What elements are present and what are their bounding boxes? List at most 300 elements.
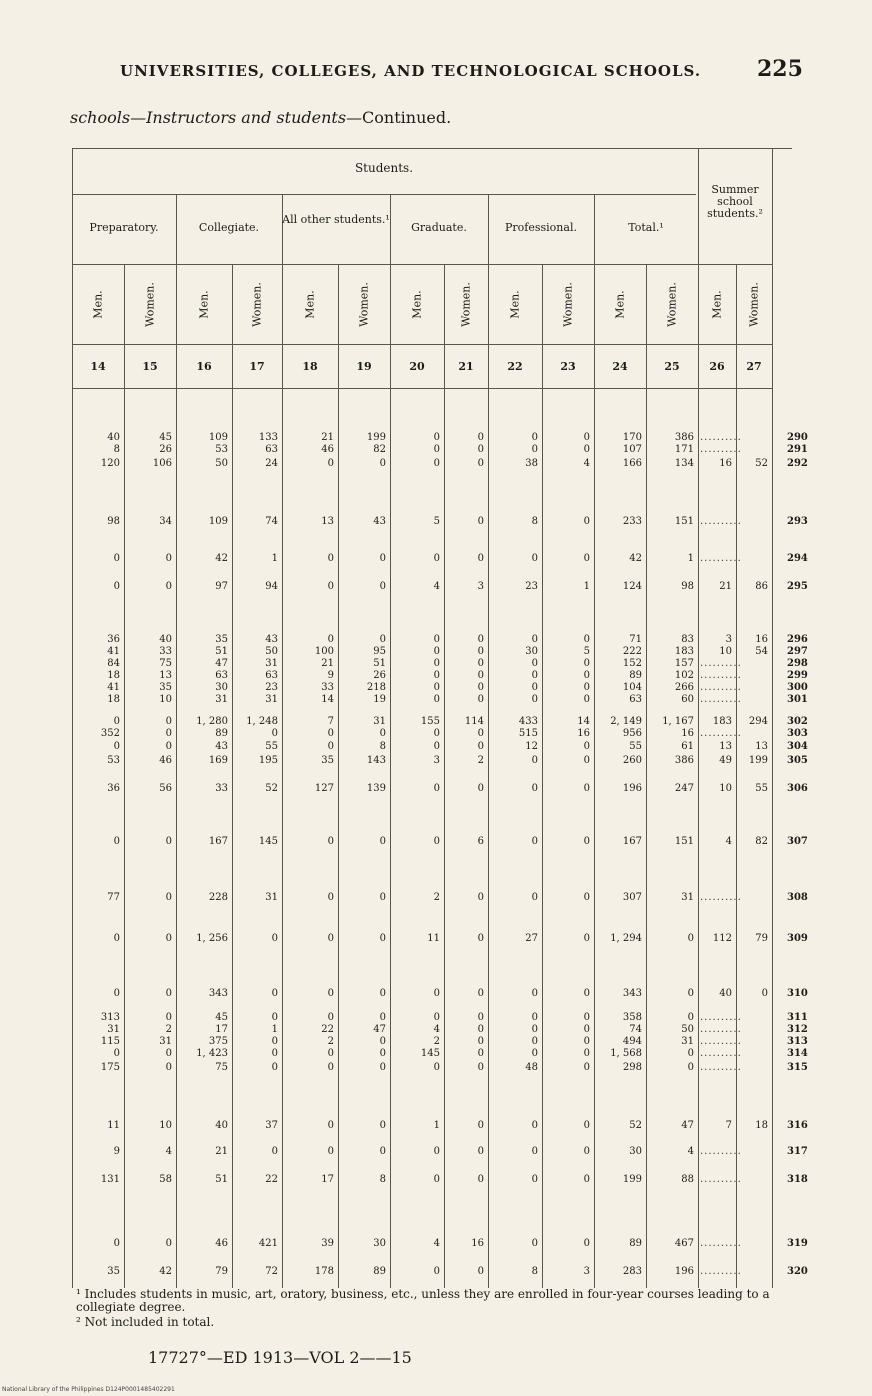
- sex-label: Men.: [410, 290, 424, 319]
- table-cell: 0: [113, 553, 120, 564]
- table-cell: 60: [681, 694, 694, 705]
- table-cell: 0: [531, 1024, 538, 1035]
- column-number: 15: [142, 360, 158, 373]
- table-cell: 14: [577, 716, 590, 727]
- table-cell: 13: [159, 670, 172, 681]
- table-cell: 307: [622, 892, 642, 903]
- leader-dots: ..........: [700, 444, 742, 455]
- table-cell: 36: [107, 634, 120, 645]
- table-cell: 0: [477, 1062, 484, 1073]
- group-header: Professional.: [505, 221, 577, 234]
- leader-dots: ..........: [700, 1024, 742, 1035]
- table-cell: 1: [687, 553, 694, 564]
- table-cell: 42: [159, 1266, 172, 1277]
- table-cell: 50: [215, 458, 228, 469]
- table-cell: 55: [629, 741, 642, 752]
- table-cell: 45: [159, 432, 172, 443]
- table-cell: 21: [321, 432, 334, 443]
- table-cell: 0: [165, 1062, 172, 1073]
- table-cell: 0: [477, 682, 484, 693]
- table-cell: 386: [674, 432, 694, 443]
- running-head: UNIVERSITIES, COLLEGES, AND TECHNOLOGICAL SCHOOLS.: [120, 62, 702, 80]
- colnum-rule: [72, 388, 772, 389]
- table-cell: 260: [622, 755, 642, 766]
- table-cell: 0: [583, 1048, 590, 1059]
- table-cell: 0: [433, 658, 440, 669]
- table-cell: 0: [531, 1048, 538, 1059]
- table-cell: 47: [681, 1120, 694, 1131]
- table-cell: 0: [477, 988, 484, 999]
- table-cell: 0: [165, 553, 172, 564]
- table-cell: 0: [379, 1048, 386, 1059]
- table-cell: 63: [265, 444, 278, 455]
- table-cell: 41: [107, 682, 120, 693]
- table-cell: 63: [629, 694, 642, 705]
- table-cell: 31: [107, 1024, 120, 1035]
- footnote-2: ² Not included in total.: [76, 1315, 215, 1329]
- table-cell: 0: [327, 634, 334, 645]
- row-number: 305: [787, 755, 808, 766]
- table-cell: 0: [531, 634, 538, 645]
- sex-label: Women.: [357, 282, 371, 327]
- table-cell: 89: [373, 1266, 386, 1277]
- table-cell: 4: [433, 581, 440, 592]
- table-cell: 157: [674, 658, 694, 669]
- sex-label: Women.: [459, 282, 473, 327]
- table-cell: 0: [379, 634, 386, 645]
- table-cell: 17: [321, 1174, 334, 1185]
- table-cell: 94: [265, 581, 278, 592]
- table-cell: 35: [107, 1266, 120, 1277]
- table-cell: 143: [366, 755, 386, 766]
- table-cell: 30: [629, 1146, 642, 1157]
- table-cell: 1, 294: [610, 933, 642, 944]
- table-cell: 34: [159, 516, 172, 527]
- table-cell: 52: [265, 783, 278, 794]
- table-cell: 51: [215, 1174, 228, 1185]
- leader-dots: ..........: [700, 1174, 742, 1185]
- header-rule: [72, 148, 792, 149]
- table-cell: 16: [471, 1238, 484, 1249]
- row-number: 297: [787, 646, 808, 657]
- column-rule: [736, 264, 737, 1288]
- column-number: 24: [612, 360, 628, 373]
- printer-line: 17727°—ED 1913—VOL 2——15: [148, 1348, 412, 1367]
- table-cell: 171: [674, 444, 694, 455]
- table-cell: 0: [433, 1146, 440, 1157]
- table-cell: 0: [327, 1048, 334, 1059]
- table-cell: 26: [159, 444, 172, 455]
- row-number: 314: [787, 1048, 808, 1059]
- table-cell: 0: [433, 432, 440, 443]
- sex-label: Women.: [143, 282, 157, 327]
- table-cell: 54: [755, 646, 768, 657]
- table-cell: 343: [622, 988, 642, 999]
- leader-dots: ..........: [700, 1036, 742, 1047]
- table-cell: 8: [531, 516, 538, 527]
- table-cell: 0: [531, 988, 538, 999]
- table-cell: 183: [712, 716, 732, 727]
- table-cell: 0: [433, 783, 440, 794]
- table-cell: 2, 149: [610, 716, 642, 727]
- table-cell: 0: [583, 988, 590, 999]
- column-number: 19: [356, 360, 372, 373]
- table-cell: 18: [755, 1120, 768, 1131]
- table-cell: 0: [113, 1238, 120, 1249]
- table-cell: 7: [327, 716, 334, 727]
- table-cell: 7: [725, 1120, 732, 1131]
- row-number: 301: [787, 694, 808, 705]
- table-cell: 421: [258, 1238, 278, 1249]
- table-cell: 3: [583, 1266, 590, 1277]
- table-cell: 134: [674, 458, 694, 469]
- column-rule: [646, 264, 647, 1288]
- row-number: 294: [787, 553, 808, 564]
- table-cell: 10: [159, 1120, 172, 1131]
- table-cell: 35: [159, 682, 172, 693]
- table-cell: 0: [327, 1120, 334, 1131]
- table-cell: 30: [525, 646, 538, 657]
- table-cell: 46: [215, 1238, 228, 1249]
- group-header: Preparatory.: [89, 221, 159, 234]
- table-cell: 0: [327, 1062, 334, 1073]
- column-rule: [282, 194, 283, 1288]
- table-cell: 63: [265, 670, 278, 681]
- table-cell: 1, 167: [662, 716, 694, 727]
- table-cell: 0: [165, 892, 172, 903]
- table-cell: 23: [265, 682, 278, 693]
- table-cell: 0: [271, 988, 278, 999]
- table-cell: 151: [674, 516, 694, 527]
- table-cell: 0: [531, 1120, 538, 1131]
- table-cell: 0: [477, 432, 484, 443]
- column-rule: [594, 194, 595, 1288]
- column-number: 20: [409, 360, 425, 373]
- table-cell: 16: [577, 728, 590, 739]
- table-cell: 0: [271, 728, 278, 739]
- table-cell: 16: [755, 634, 768, 645]
- table-cell: 79: [755, 933, 768, 944]
- table-cell: 0: [113, 836, 120, 847]
- table-cell: 31: [215, 694, 228, 705]
- column-number: 21: [458, 360, 474, 373]
- table-cell: 0: [477, 646, 484, 657]
- summer-header: Summer school students.²: [707, 183, 763, 220]
- table-cell: 0: [379, 933, 386, 944]
- table-cell: 12: [525, 741, 538, 752]
- table-cell: 31: [373, 716, 386, 727]
- table-cell: 0: [583, 1120, 590, 1131]
- table-cell: 0: [531, 836, 538, 847]
- table-cell: 433: [518, 716, 538, 727]
- table-cell: 10: [159, 694, 172, 705]
- table-cell: 0: [583, 1036, 590, 1047]
- table-cell: 0: [583, 694, 590, 705]
- row-number: 320: [787, 1266, 808, 1277]
- table-cell: 0: [433, 1266, 440, 1277]
- table-cell: 10: [719, 783, 732, 794]
- table-cell: 175: [100, 1062, 120, 1073]
- table-cell: 19: [373, 694, 386, 705]
- table-cell: 31: [265, 658, 278, 669]
- table-cell: 71: [629, 634, 642, 645]
- table-cell: 0: [477, 1024, 484, 1035]
- table-cell: 1, 248: [246, 716, 278, 727]
- table-cell: 115: [100, 1036, 120, 1047]
- table-cell: 30: [373, 1238, 386, 1249]
- table-cell: 0: [271, 1036, 278, 1047]
- table-cell: 0: [379, 1062, 386, 1073]
- table-cell: 49: [719, 755, 732, 766]
- table-cell: 53: [107, 755, 120, 766]
- table-cell: 358: [622, 1012, 642, 1023]
- table-subtitle: [70, 108, 451, 127]
- table-cell: 0: [477, 553, 484, 564]
- table-cell: 1: [583, 581, 590, 592]
- table-cell: 33: [159, 646, 172, 657]
- column-rule: [124, 264, 125, 1288]
- row-number: 315: [787, 1062, 808, 1073]
- table-cell: 0: [379, 728, 386, 739]
- table-cell: 0: [327, 458, 334, 469]
- table-cell: 0: [327, 1146, 334, 1157]
- row-number: 290: [787, 432, 808, 443]
- table-cell: 0: [433, 444, 440, 455]
- row-number: 293: [787, 516, 808, 527]
- table-cell: 0: [531, 1174, 538, 1185]
- row-number: 307: [787, 836, 808, 847]
- table-cell: 0: [583, 1024, 590, 1035]
- table-cell: 4: [433, 1024, 440, 1035]
- row-number: 311: [787, 1012, 808, 1023]
- table-cell: 0: [165, 1012, 172, 1023]
- table-cell: 72: [265, 1266, 278, 1277]
- sex-label: Men.: [508, 290, 522, 319]
- row-number: 304: [787, 741, 808, 752]
- row-number: 302: [787, 716, 808, 727]
- row-number: 298: [787, 658, 808, 669]
- table-cell: 31: [681, 892, 694, 903]
- column-rule: [772, 148, 773, 1288]
- table-cell: 98: [681, 581, 694, 592]
- table-cell: 343: [208, 988, 228, 999]
- leader-dots: ..........: [700, 1062, 742, 1073]
- table-cell: 8: [379, 741, 386, 752]
- table-cell: 4: [433, 1238, 440, 1249]
- group-header: All other students.¹: [282, 213, 390, 226]
- table-cell: 95: [373, 646, 386, 657]
- table-cell: 0: [433, 634, 440, 645]
- table-cell: 35: [321, 755, 334, 766]
- table-cell: 31: [265, 694, 278, 705]
- footnote-1: ¹ Includes students in music, art, oratory, business, etc., unless they are enrolled in four-year courses leading to a collegiate degree.: [76, 1287, 770, 1314]
- table-cell: 233: [622, 516, 642, 527]
- table-cell: 0: [583, 1012, 590, 1023]
- table-cell: 40: [215, 1120, 228, 1131]
- table-cell: 4: [165, 1146, 172, 1157]
- table-cell: 145: [258, 836, 278, 847]
- table-cell: 0: [271, 1012, 278, 1023]
- column-number: 18: [302, 360, 318, 373]
- table-cell: 0: [477, 1036, 484, 1047]
- table-cell: 0: [583, 634, 590, 645]
- table-cell: 294: [748, 716, 768, 727]
- table-cell: 37: [265, 1120, 278, 1131]
- table-cell: 124: [622, 581, 642, 592]
- table-cell: 0: [379, 458, 386, 469]
- table-cell: 151: [674, 836, 694, 847]
- table-cell: 0: [379, 1146, 386, 1157]
- table-cell: 53: [215, 444, 228, 455]
- table-cell: 43: [373, 516, 386, 527]
- table-cell: 86: [755, 581, 768, 592]
- table-cell: 51: [215, 646, 228, 657]
- table-cell: 133: [258, 432, 278, 443]
- sex-label: Women.: [561, 282, 575, 327]
- table-cell: 0: [327, 988, 334, 999]
- table-cell: 0: [687, 1048, 694, 1059]
- table-cell: 52: [629, 1120, 642, 1131]
- scan-credit: National Library of the Philippines D124P0001485402291: [2, 1386, 175, 1393]
- table-cell: 17: [215, 1024, 228, 1035]
- column-number: 26: [709, 360, 725, 373]
- table-cell: 247: [674, 783, 694, 794]
- leader-dots: ..........: [700, 1048, 742, 1059]
- table-cell: 0: [327, 728, 334, 739]
- table-cell: 283: [622, 1266, 642, 1277]
- table-cell: 77: [107, 892, 120, 903]
- table-cell: 104: [622, 682, 642, 693]
- table-cell: 0: [165, 933, 172, 944]
- table-cell: 0: [477, 1120, 484, 1131]
- table-cell: 0: [531, 1012, 538, 1023]
- table-cell: 0: [583, 892, 590, 903]
- table-cell: 127: [314, 783, 334, 794]
- table-cell: 0: [531, 755, 538, 766]
- table-cell: 0: [477, 741, 484, 752]
- table-cell: 155: [420, 716, 440, 727]
- page-number: 225: [757, 56, 803, 82]
- table-cell: 467: [674, 1238, 694, 1249]
- table-cell: 0: [327, 933, 334, 944]
- table-cell: 199: [366, 432, 386, 443]
- table-cell: 0: [327, 741, 334, 752]
- subtitle-italic: schools—Instructors and students—: [70, 108, 363, 127]
- table-cell: 0: [477, 458, 484, 469]
- column-number: 25: [664, 360, 680, 373]
- table-cell: 196: [674, 1266, 694, 1277]
- table-cell: 0: [583, 836, 590, 847]
- table-cell: 3: [477, 581, 484, 592]
- table-cell: 0: [379, 1036, 386, 1047]
- table-cell: 145: [420, 1048, 440, 1059]
- table-cell: 38: [525, 458, 538, 469]
- table-cell: 0: [583, 1146, 590, 1157]
- table-cell: 195: [258, 755, 278, 766]
- table-cell: 46: [321, 444, 334, 455]
- table-cell: 0: [379, 553, 386, 564]
- table-cell: 27: [525, 933, 538, 944]
- table-cell: 3: [433, 755, 440, 766]
- table-cell: 0: [583, 741, 590, 752]
- table-cell: 35: [215, 634, 228, 645]
- table-cell: 51: [373, 658, 386, 669]
- leader-dots: ..........: [700, 658, 742, 669]
- table-cell: 0: [583, 670, 590, 681]
- table-cell: 0: [477, 634, 484, 645]
- row-number: 291: [787, 444, 808, 455]
- table-cell: 0: [531, 1146, 538, 1157]
- table-cell: 0: [113, 1048, 120, 1059]
- leader-dots: ..........: [700, 1146, 742, 1157]
- row-number: 299: [787, 670, 808, 681]
- leader-dots: ..........: [700, 516, 742, 527]
- table-cell: 0: [433, 836, 440, 847]
- column-rule: [176, 194, 177, 1288]
- leader-dots: ..........: [700, 432, 742, 443]
- row-number: 313: [787, 1036, 808, 1047]
- students-header: Students.: [354, 161, 414, 175]
- table-cell: 0: [433, 670, 440, 681]
- table-cell: 0: [327, 581, 334, 592]
- table-cell: 97: [215, 581, 228, 592]
- table-cell: 956: [622, 728, 642, 739]
- table-cell: 170: [622, 432, 642, 443]
- table-cell: 0: [433, 682, 440, 693]
- table-cell: 11: [427, 933, 440, 944]
- leader-dots: ..........: [700, 728, 742, 739]
- table-cell: 33: [215, 783, 228, 794]
- table-cell: 1: [271, 1024, 278, 1035]
- table-cell: 50: [681, 1024, 694, 1035]
- table-cell: 0: [379, 836, 386, 847]
- table-cell: 0: [583, 1174, 590, 1185]
- table-cell: 0: [113, 581, 120, 592]
- table-cell: 0: [165, 728, 172, 739]
- column-rule: [390, 194, 391, 1288]
- table-cell: 0: [379, 1012, 386, 1023]
- table-cell: 1, 423: [196, 1048, 228, 1059]
- row-number: 303: [787, 728, 808, 739]
- table-cell: 0: [531, 444, 538, 455]
- table-cell: 4: [687, 1146, 694, 1157]
- table-cell: 45: [215, 1012, 228, 1023]
- table-cell: 5: [433, 516, 440, 527]
- table-cell: 0: [477, 1048, 484, 1059]
- table-cell: 22: [321, 1024, 334, 1035]
- table-cell: 0: [477, 444, 484, 455]
- table-cell: 0: [165, 581, 172, 592]
- table-cell: 21: [719, 581, 732, 592]
- row-number: 319: [787, 1238, 808, 1249]
- table-cell: 2: [327, 1036, 334, 1047]
- row-number: 306: [787, 783, 808, 794]
- table-cell: 139: [366, 783, 386, 794]
- table-cell: 2: [433, 1036, 440, 1047]
- table-cell: 9: [327, 670, 334, 681]
- sex-label: Men.: [303, 290, 317, 319]
- group-header: Collegiate.: [198, 221, 260, 234]
- table-cell: 0: [583, 1062, 590, 1073]
- table-cell: 0: [687, 988, 694, 999]
- table-cell: 11: [107, 1120, 120, 1131]
- row-number: 292: [787, 458, 808, 469]
- column-number: 17: [249, 360, 265, 373]
- table-cell: 1, 280: [196, 716, 228, 727]
- table-cell: 131: [100, 1174, 120, 1185]
- table-cell: 31: [681, 1036, 694, 1047]
- table-cell: 40: [719, 988, 732, 999]
